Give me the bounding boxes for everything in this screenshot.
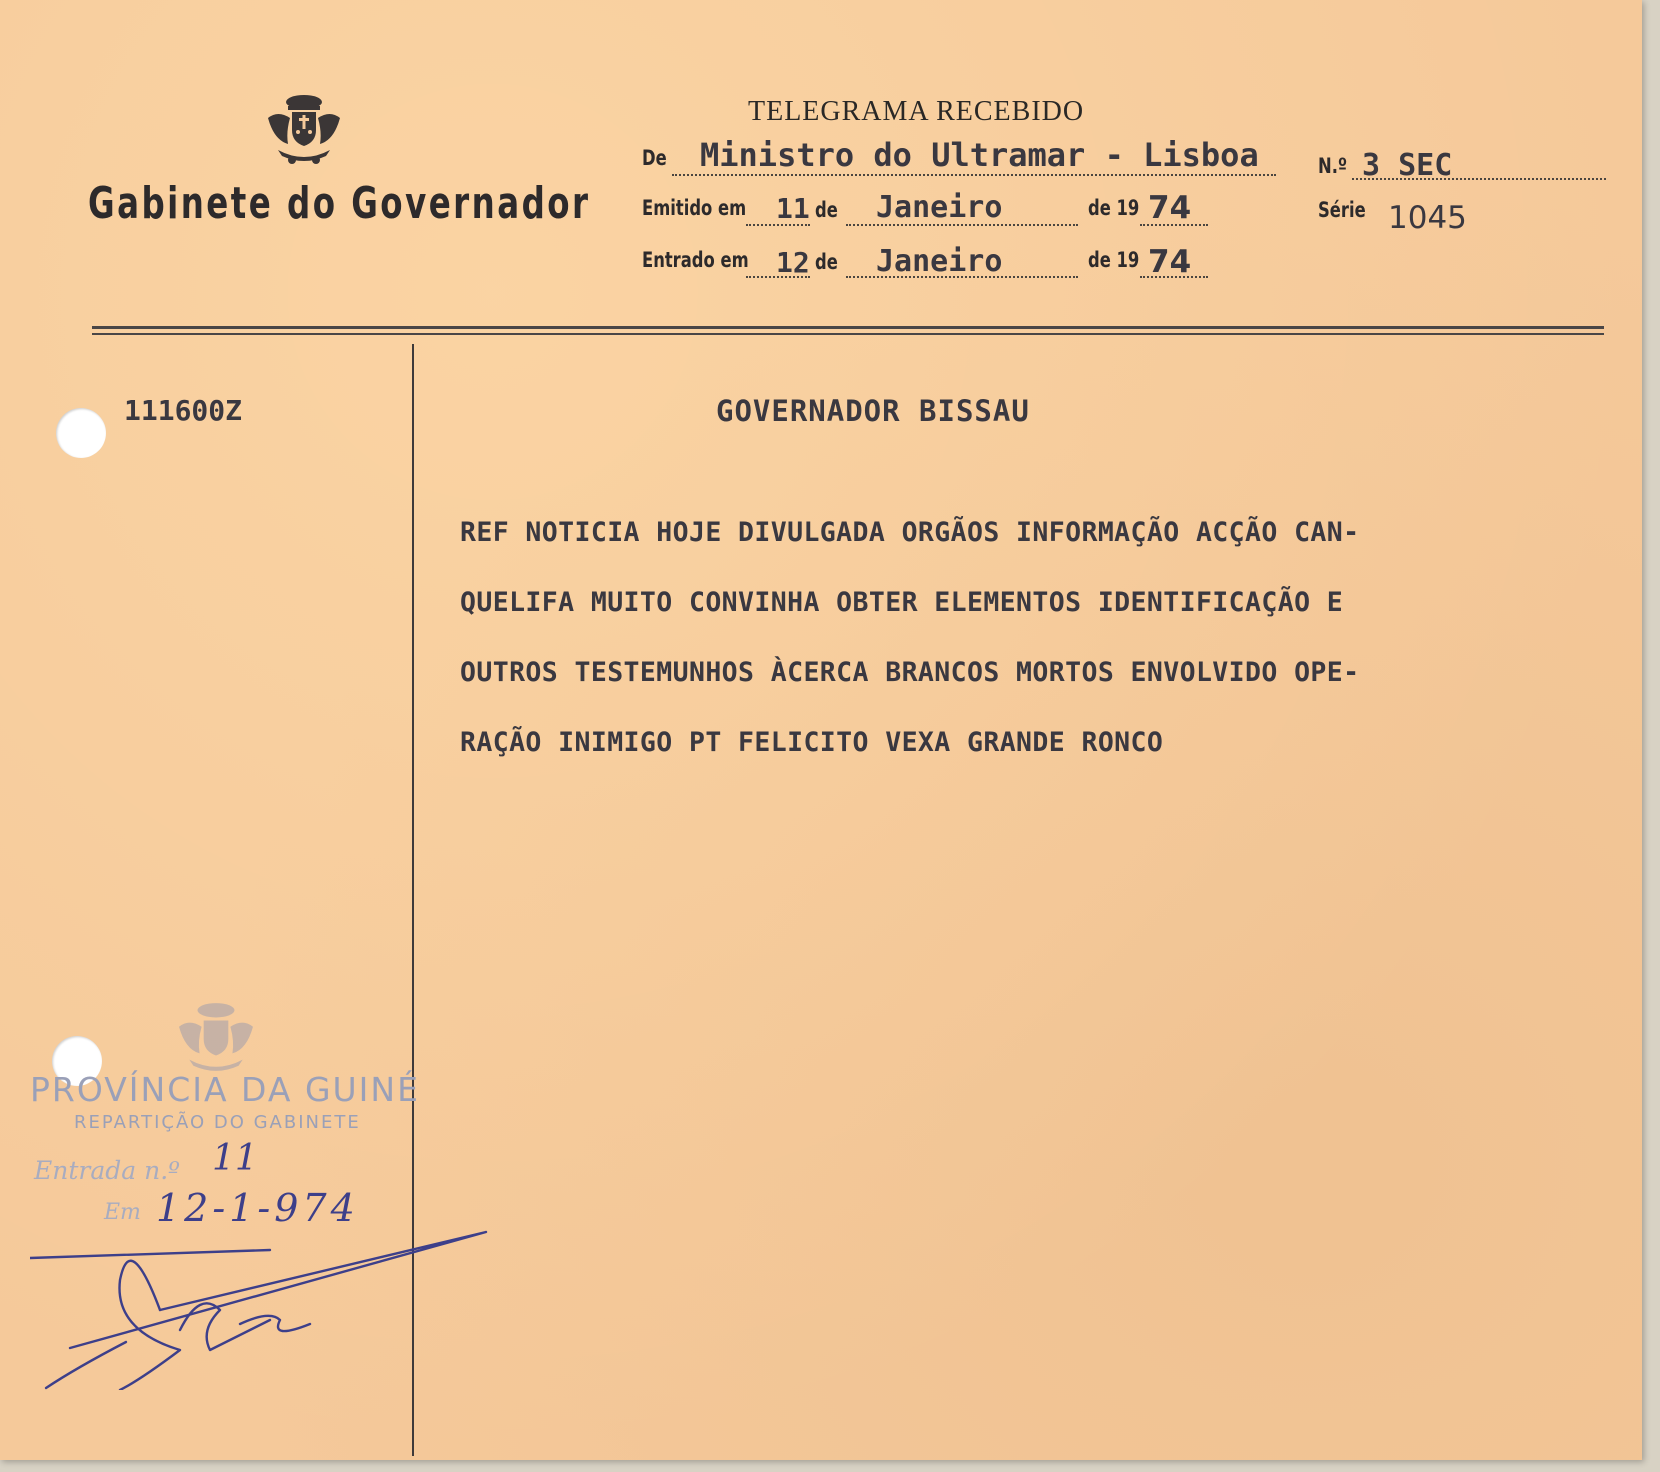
serie-value: 1045 xyxy=(1388,200,1467,236)
message-reference: 111600Z xyxy=(124,394,243,427)
entered-month-dots xyxy=(846,276,1078,278)
entered-year-dots xyxy=(1140,276,1208,278)
entered-year-prefix: de 19 xyxy=(1088,248,1140,272)
stamp-province: PROVÍNCIA DA GUINÉ xyxy=(30,1070,420,1109)
issued-day: 11 xyxy=(776,192,810,225)
issued-month-dots xyxy=(846,224,1078,226)
issued-day-dots xyxy=(746,224,810,226)
stamp-date-label: Em xyxy=(104,1200,141,1225)
office-title: Gabinete do Governador xyxy=(88,178,591,229)
stamp-crest-icon xyxy=(168,1000,264,1076)
issued-label: Emitido em xyxy=(642,196,747,220)
stamp-department: REPARTIÇÃO DO GABINETE xyxy=(74,1112,361,1133)
from-value: Ministro do Ultramar - Lisboa xyxy=(700,136,1259,174)
entered-year: 74 xyxy=(1148,244,1192,280)
issued-year-dots xyxy=(1140,224,1208,226)
message-body xyxy=(460,498,1610,778)
issued-year: 74 xyxy=(1148,190,1192,226)
issued-year-prefix: de 19 xyxy=(1088,196,1140,220)
number-value: 3 SEC xyxy=(1362,148,1453,183)
handwritten-date: 12-1-974 xyxy=(156,1186,359,1230)
issued-month: Janeiro xyxy=(876,190,1003,225)
message-addressee: GOVERNADOR BISSAU xyxy=(716,394,1030,428)
message-line: OUTROS TESTEMUNHOS ÀCERCA BRANCOS MORTOS ENVOLVIDO OPE- xyxy=(460,657,1360,688)
entered-month: Janeiro xyxy=(876,244,1003,279)
header-rule-secondary xyxy=(92,333,1604,335)
issued-de-label: de xyxy=(815,198,838,222)
entered-label: Entrado em xyxy=(642,248,749,272)
stamp-entry-label: Entrada n.º xyxy=(34,1156,180,1185)
from-label: De xyxy=(642,146,667,170)
from-dotted-line xyxy=(672,174,1276,176)
signature xyxy=(30,1220,500,1390)
number-label: N.º xyxy=(1318,154,1348,178)
entered-day-dots xyxy=(746,276,810,278)
form-title: TELEGRAMA RECEBIDO xyxy=(748,96,1085,127)
entered-day: 12 xyxy=(776,246,810,279)
message-line: REF NOTICIA HOJE DIVULGADA ORGÃOS INFORMAÇÃO ACÇÃO CAN- xyxy=(460,517,1360,548)
punch-hole-top xyxy=(56,408,106,458)
coat-of-arms-icon xyxy=(258,92,350,166)
header-rule xyxy=(92,326,1604,329)
serie-label: Série xyxy=(1318,198,1366,222)
handwritten-entry-number: 11 xyxy=(212,1138,258,1179)
entered-de-label: de xyxy=(815,250,838,274)
message-line: QUELIFA MUITO CONVINHA OBTER ELEMENTOS IDENTIFICAÇÃO E xyxy=(460,587,1344,618)
number-dotted-line xyxy=(1352,178,1606,180)
message-line: RAÇÃO INIMIGO PT FELICITO VEXA GRANDE RONCO xyxy=(460,727,1164,758)
